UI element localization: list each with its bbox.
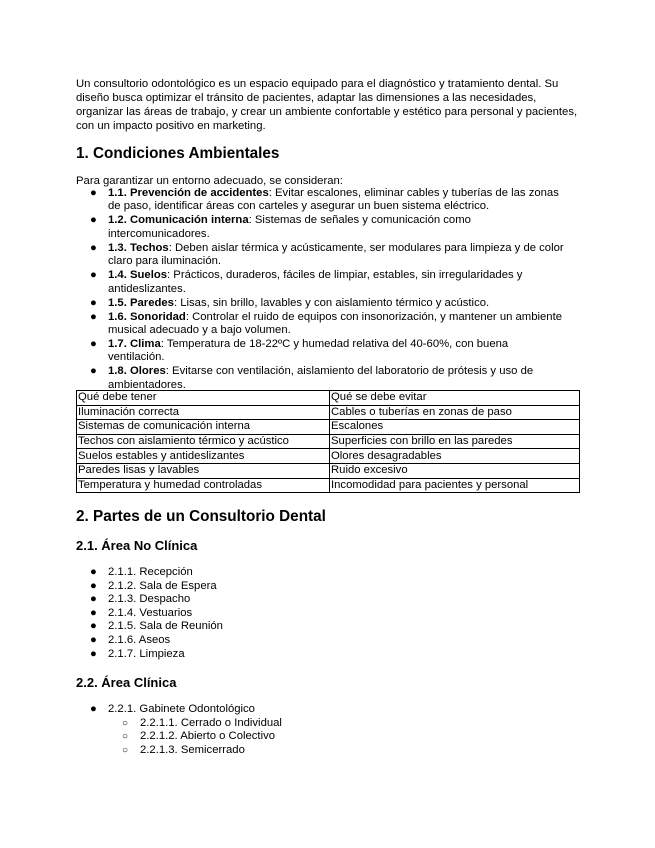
item-term: 1.1. Prevención de accidentes xyxy=(108,187,269,199)
item-term: 1.7. Clima xyxy=(108,338,161,351)
circle-bullet-icon: ○ xyxy=(122,731,129,743)
item-text: : Temperatura de 18-22ºC y humedad relativa del 40-60%, con buena ventilación. xyxy=(108,338,509,364)
list-item: ● 2.1.2. Sala de Espera xyxy=(90,579,217,592)
list-item xyxy=(76,242,566,269)
circle-bullet-icon: ○ xyxy=(122,717,129,729)
item-term: 1.2. Comunicación interna xyxy=(108,214,249,227)
table-row xyxy=(77,420,580,435)
list-item: ○ 2.2.1.2. Abierto o Colectivo xyxy=(122,730,276,743)
item-term: 1.3. Techos xyxy=(108,241,169,254)
bullet-icon: ● xyxy=(90,338,97,351)
list-item: ● 2.1.6. Aseos xyxy=(90,633,171,646)
circle-bullet-icon: ○ xyxy=(122,744,129,756)
table-row xyxy=(77,405,580,420)
bullet-icon: ● xyxy=(90,296,97,309)
table-cell: Techos con aislamiento térmico y acústico xyxy=(77,434,330,449)
intro-paragraph: Un consultorio odontológico es un espacio equipado para el diagnóstico y tratamiento dental. Su diseño busca optimizar el tránsito de pacientes, adaptar las dimensiones a las necesidades, organizar las áreas de trabajo, y crear un ambiente confortable y estético para personal y pacientes, con un impacto positivo en marketing. xyxy=(76,78,578,132)
bullet-icon: ● xyxy=(90,579,97,592)
list-item xyxy=(76,187,566,214)
list-item xyxy=(76,297,566,310)
item-term: 1.5. Paredes xyxy=(108,296,174,309)
item-term: 1.4. Suelos xyxy=(108,269,168,282)
clinical-list xyxy=(76,703,282,757)
bullet-icon: ● xyxy=(90,214,97,227)
table-header-cell: Qué se debe evitar xyxy=(330,391,580,406)
table-header-row xyxy=(77,391,580,406)
table-cell: Olores desagradables xyxy=(330,449,580,464)
list-item xyxy=(76,214,566,241)
bullet-icon: ● xyxy=(90,310,97,323)
section-1-lead: Para garantizar un entorno adecuado, se consideran: xyxy=(76,175,343,187)
table-cell: Cables o tuberías en zonas de paso xyxy=(330,405,580,420)
comparison-table xyxy=(76,390,580,493)
subsection-clinical-heading: 2.2. Área Clínica xyxy=(76,675,177,690)
list-item xyxy=(76,269,566,296)
bullet-icon: ● xyxy=(90,566,97,578)
list-item: ● 2.1.3. Despacho xyxy=(90,593,191,606)
bullet-icon: ● xyxy=(90,703,97,715)
table-row xyxy=(77,478,580,493)
list-item: ○ 2.2.1.1. Cerrado o Individual xyxy=(122,716,282,729)
table-cell: Temperatura y humedad controladas xyxy=(77,478,330,493)
bullet-icon: ● xyxy=(90,633,97,646)
table-cell: Superficies con brillo en las paredes xyxy=(330,434,580,449)
table-cell: Iluminación correcta xyxy=(77,405,330,420)
subsection-nonclinical-heading: 2.1. Área No Clínica xyxy=(76,538,198,553)
list-item: ○ 2.2.1.3. Semicerrado xyxy=(122,743,245,756)
criteria-list xyxy=(76,187,566,393)
list-item: ● 2.1.5. Sala de Reunión xyxy=(90,620,223,633)
item-text: : Sistemas de señales y comunicación como intercomunicadores. xyxy=(108,214,471,240)
list-item xyxy=(76,311,566,338)
section-1-heading: 1. Condiciones Ambientales xyxy=(76,145,280,162)
item-text: : Evitarse con ventilación, aislamiento del laboratorio de prótesis y uso de ambientadores. xyxy=(108,365,534,391)
table-cell: Suelos estables y antideslizantes xyxy=(77,449,330,464)
item-text: : Deben aislar térmica y acústicamente, ser modulares para limpieza y de color claro para iluminación. xyxy=(108,241,564,268)
bullet-icon: ● xyxy=(90,365,97,378)
item-text: : Lisas, sin brillo, lavables y con aislamiento térmico y acústico. xyxy=(173,296,490,309)
item-text: : Controlar el ruido de equipos con insonorización, y mantener un ambiente musical adecuado y a bajo volumen. xyxy=(108,310,563,337)
table-header-cell: Qué debe tener xyxy=(77,391,330,406)
bullet-icon: ● xyxy=(90,187,97,199)
bullet-icon: ● xyxy=(90,620,97,633)
table-cell: Sistemas de comunicación interna xyxy=(77,420,330,435)
nonclinical-list xyxy=(76,566,223,661)
list-item: ● 2.2.1. Gabinete Odontológico ○ 2.2.1.1. Cerrado o Individual ○ 2.2.1.2. Abierto o Colectivo ○ 2.2.1.3. Semicerrado xyxy=(76,703,282,757)
item-term: 1.8. Olores xyxy=(108,365,166,378)
item-term: 1.6. Sonoridad xyxy=(108,310,186,323)
bullet-icon: ● xyxy=(90,606,97,619)
list-item: ● 2.1.4. Vestuarios xyxy=(90,606,193,619)
list-item: ● 2.1.1. Recepción xyxy=(90,566,193,578)
table-cell: Paredes lisas y lavables xyxy=(77,463,330,478)
bullet-icon: ● xyxy=(90,593,97,606)
bullet-icon: ● xyxy=(90,241,97,254)
table-row xyxy=(77,463,580,478)
table-cell: Escalones xyxy=(330,420,580,435)
item-text: : Prácticos, duraderos, fáciles de limpiar, estables, sin irregularidades y antideslizantes. xyxy=(108,269,523,295)
list-item: ● 2.1.7. Limpieza xyxy=(90,647,185,660)
section-2-heading: 2. Partes de un Consultorio Dental xyxy=(76,508,326,525)
table-row xyxy=(77,434,580,449)
list-item xyxy=(76,338,566,365)
clinical-sublist xyxy=(108,717,282,758)
item-text: : Evitar escalones, eliminar cables y tuberías de las zonas de paso, identificar áreas con carteles y asegurar un buen sistema eléctrico. xyxy=(108,187,559,213)
bullet-icon: ● xyxy=(90,647,97,660)
bullet-icon: ● xyxy=(90,269,97,282)
table-cell: Ruido excesivo xyxy=(330,463,580,478)
list-item xyxy=(76,365,566,392)
table-cell: Incomodidad para pacientes y personal xyxy=(330,478,580,493)
table-row xyxy=(77,449,580,464)
